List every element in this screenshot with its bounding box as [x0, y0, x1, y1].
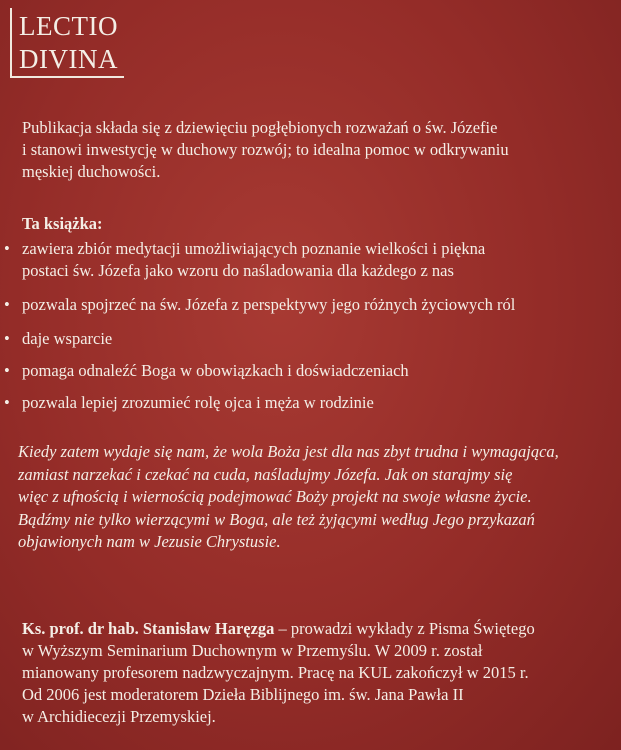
bullet-icon: • — [4, 295, 10, 314]
quote-line-4: Bądźmy nie tylko wierzącymi w Boga, ale też żyjącymi według Jego przykazań — [18, 509, 535, 529]
list-item-text-line-2: postaci św. Józefa jako wzoru do naśladowania dla każdego z nas — [22, 261, 454, 280]
book-section-heading: Ta książka: — [22, 214, 103, 233]
list-item-text: daje wsparcie — [22, 329, 113, 348]
list-item-text: pomaga odnaleźć Boga w obowiązkach i doświadczeniach — [22, 361, 409, 380]
quote-line-3: więc z ufnością i wiernością podejmować Boży projekt na swoje własne życie. — [18, 487, 532, 506]
list-item — [0, 238, 621, 282]
list-item — [0, 392, 621, 414]
bio-line-2: w Wyższym Seminarium Duchownym w Przemyślu. W 2009 r. został — [22, 641, 483, 660]
quote-line-2: zamiast narzekać i czekać na cuda, naśladujmy Józefa. Jak on starajmy się — [18, 464, 513, 484]
bio-line-1-rest: – prowadzi wykłady z Pisma Świętego — [274, 619, 535, 638]
list-item — [0, 360, 621, 382]
intro-line-2: i stanowi inwestycję w duchowy rozwój; to idealna pomoc w odkrywaniu — [22, 140, 509, 159]
series-title — [19, 10, 118, 76]
bio-line-4: Od 2006 jest moderatorem Dzieła Biblijnego im. św. Jana Pawła II — [22, 685, 464, 704]
list-item-text-line-1: zawiera zbiór medytacji umożliwiających poznanie wielkości i piękna — [22, 239, 486, 258]
bio-line-1 — [22, 618, 617, 640]
list-item-text: pozwala lepiej zrozumieć rolę ojca i męża w rodzinie — [22, 393, 374, 412]
bullet-icon: • — [4, 361, 10, 380]
bullet-icon: • — [4, 393, 10, 412]
bullet-icon: • — [4, 329, 10, 348]
intro-line-3: męskiej duchowości. — [22, 162, 161, 181]
book-features-list — [0, 238, 621, 414]
bio-line-3: mianowany profesorem nadzwyczajnym. Pracę na KUL zakończył w 2015 r. — [22, 663, 529, 682]
quote-line-5: objawionych nam w Jezusie Chrystusie. — [18, 532, 281, 551]
list-item — [0, 294, 621, 316]
intro-line-1: Publikacja składa się z dziewięciu pogłębionych rozważań o św. Józefie — [22, 118, 498, 137]
author-bio — [22, 618, 617, 728]
quote-paragraph — [18, 441, 613, 554]
series-title-line-2: DIVINA — [19, 44, 118, 74]
intro-paragraph — [22, 117, 612, 183]
list-item — [0, 328, 621, 350]
bullet-icon: • — [4, 239, 10, 258]
quote-line-1: Kiedy zatem wydaje się nam, że wola Boża jest dla nas zbyt trudna i wymagająca, — [18, 442, 559, 461]
series-title-line-1: LECTIO — [19, 11, 118, 41]
bio-line-5: w Archidiecezji Przemyskiej. — [22, 707, 216, 726]
list-item-text: pozwala spojrzeć na św. Józefa z perspektywy jego różnych życiowych ról — [22, 295, 516, 314]
author-name: Ks. prof. dr hab. Stanisław Haręzga — [22, 619, 275, 638]
